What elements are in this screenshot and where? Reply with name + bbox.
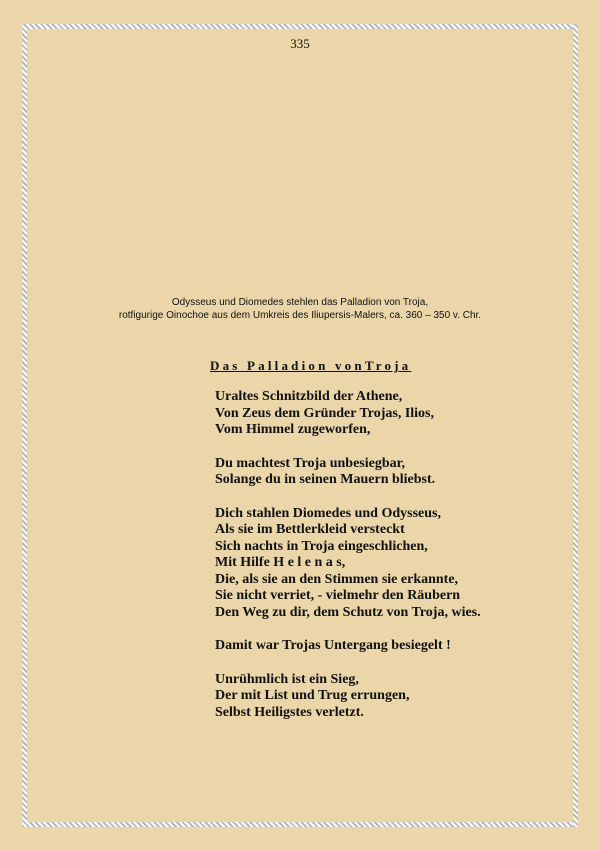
decorative-border-right (573, 24, 578, 827)
figure-caption (0, 296, 600, 322)
poem-line: Unrühmlich ist ein Sieg, (215, 671, 359, 687)
poem (215, 389, 481, 738)
poem-line: Von Zeus dem Gründer Trojas, Ilios, (215, 405, 434, 421)
poem-line: Die, als sie an den Stimmen sie erkannte, (215, 571, 459, 587)
page-number: 335 (290, 36, 310, 51)
decorative-border-top (22, 24, 578, 29)
poem-line: Der mit List und Trug errungen, (215, 688, 410, 703)
poem-line: Sich nachts in Troja eingeschlichen, (215, 538, 428, 554)
poem-line: Den Weg zu dir, dem Schutz von Troja, wies. (215, 604, 481, 620)
figure-area (60, 70, 540, 285)
poem-line: Vom Himmel zugeworfen, (215, 422, 371, 437)
poem-line: Du machtest Troja unbesiegbar, (215, 455, 406, 471)
poem-line: Dich stahlen Diomedes und Odysseus, (215, 505, 441, 521)
poem-line: Sie nicht verriet, - vielmehr den Räubern (215, 588, 461, 603)
caption-line-1: Odysseus und Diomedes stehlen das Palladion von Troja, (171, 297, 429, 308)
stanza-4 (215, 638, 481, 655)
stanza-5 (215, 672, 481, 722)
decorative-border-bottom (22, 822, 578, 827)
poem-line: Solange du in seinen Mauern bliebst. (215, 472, 436, 487)
caption-line-2: rotfigurige Oinochoe aus dem Umkreis des Iliupersis-Malers, ca. 360 – 350 v. Chr. (118, 310, 482, 321)
poem-line: Selbst Heiligstes verletzt. (215, 704, 364, 720)
poem-line: Damit war Trojas Untergang besiegelt ! (215, 638, 451, 653)
decorative-border-left (22, 24, 27, 827)
stanza-3 (215, 506, 481, 622)
poem-title: Das Palladion vonTroja (210, 358, 412, 373)
poem-line: Mit Hilfe H e l e n a s, (215, 555, 346, 570)
poem-line: Uraltes Schnitzbild der Athene, (215, 389, 403, 404)
stanza-2 (215, 456, 481, 489)
poem-line: Als sie im Bettlerkleid versteckt (215, 522, 405, 537)
stanza-1 (215, 389, 481, 439)
